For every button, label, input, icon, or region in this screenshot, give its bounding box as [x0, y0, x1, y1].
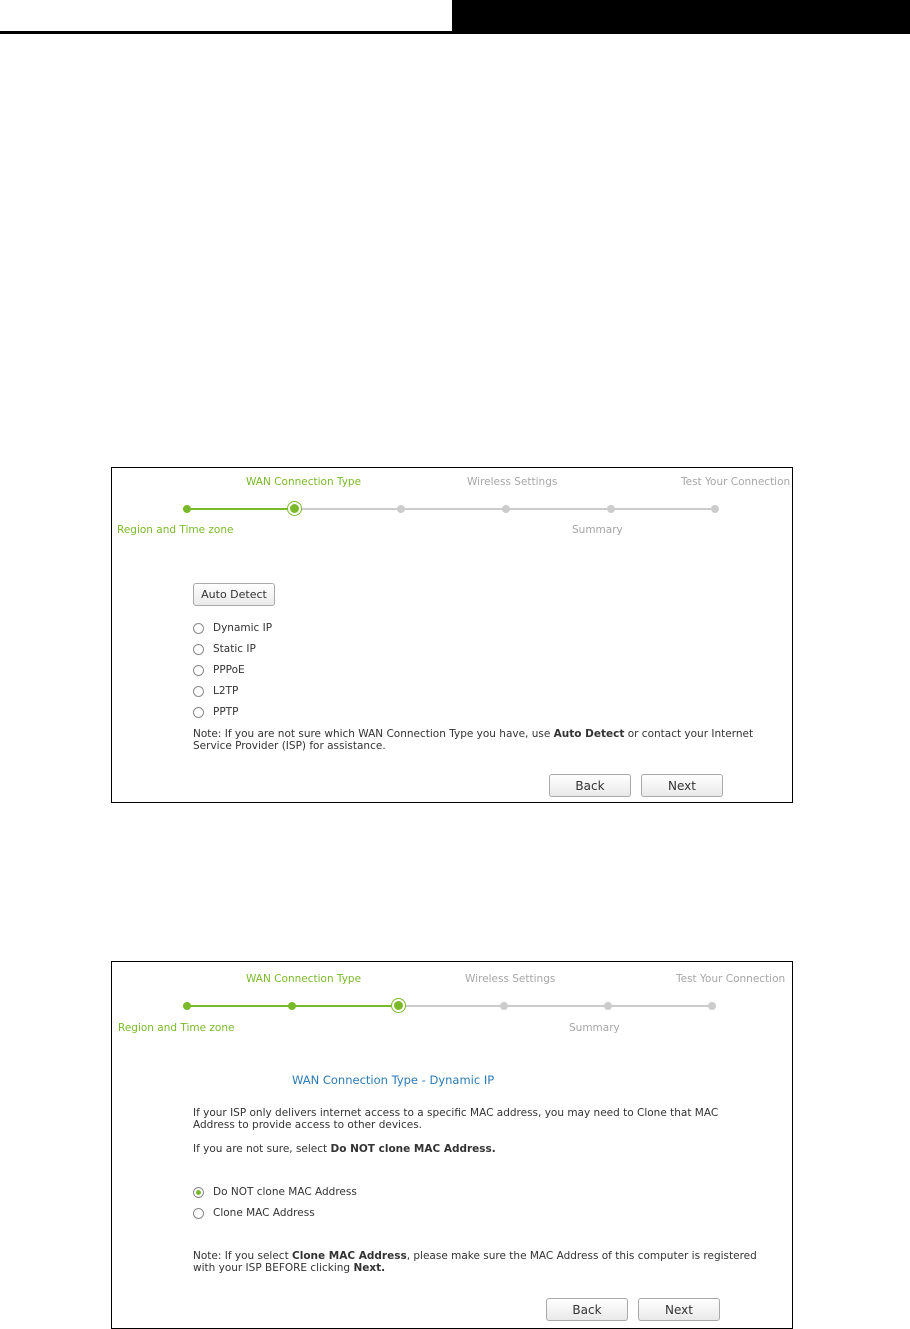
- clone-mac-note: [193, 1250, 788, 1274]
- step-label-wan-connection-type: WAN Connection Type: [246, 476, 362, 488]
- back-button[interactable]: Back: [549, 774, 631, 797]
- note-text: Note: If you are not sure which WAN Connection Type you have, use: [193, 728, 554, 740]
- radio-static-ip[interactable]: [193, 644, 204, 655]
- step-dot-test: [711, 505, 719, 513]
- note-text: Service Provider (ISP) for assistance.: [193, 740, 386, 752]
- step-dot-summary: [604, 1002, 612, 1010]
- dynamic-ip-panel: [111, 961, 793, 1329]
- clone-mac-explanation: [193, 1107, 783, 1131]
- step-dot-dynamic-ip-current: [392, 999, 405, 1012]
- step-label-region-time-zone: Region and Time zone: [118, 1022, 235, 1034]
- option-label: Static IP: [213, 643, 256, 655]
- note-bold-auto-detect: Auto Detect: [553, 728, 625, 740]
- wan-connection-type-panel: [111, 467, 793, 803]
- option-label: Clone MAC Address: [213, 1207, 315, 1219]
- step-label-wireless-settings: Wireless Settings: [465, 973, 556, 985]
- option-label: PPTP: [213, 706, 239, 718]
- step-label-region-time-zone: Region and Time zone: [117, 524, 234, 536]
- radio-l2tp[interactable]: [193, 686, 204, 697]
- option-dynamic-ip[interactable]: [193, 622, 272, 634]
- step-label-summary: Summary: [569, 1022, 620, 1034]
- radio-pptp[interactable]: [193, 707, 204, 718]
- radio-pppoe[interactable]: [193, 665, 204, 676]
- option-static-ip[interactable]: [193, 643, 256, 655]
- step-dot-wan: [288, 1002, 296, 1010]
- progress-track-filled: [187, 508, 294, 510]
- step-dot-test: [708, 1002, 716, 1010]
- note-text: with your ISP BEFORE clicking: [193, 1262, 354, 1274]
- step-dot-wireless: [502, 505, 510, 513]
- option-label: Do NOT clone MAC Address: [213, 1186, 357, 1198]
- section-title: WAN Connection Type - Dynamic IP: [292, 1073, 495, 1087]
- step-dot-3: [397, 505, 405, 513]
- option-pppoe[interactable]: [193, 664, 245, 676]
- step-dot-summary: [607, 505, 615, 513]
- next-button[interactable]: Next: [638, 1298, 720, 1321]
- option-clone-mac[interactable]: [193, 1207, 315, 1219]
- back-button[interactable]: Back: [546, 1298, 628, 1321]
- step-dot-wan-current: [288, 502, 301, 515]
- option-label: Dynamic IP: [213, 622, 273, 634]
- radio-clone-mac[interactable]: [193, 1208, 204, 1219]
- step-label-test-connection: Test Your Connection: [676, 973, 786, 985]
- option-l2tp[interactable]: [193, 685, 238, 697]
- step-dot-region: [183, 1002, 191, 1010]
- step-dot-region: [183, 505, 191, 513]
- paragraph-text: If you are not sure, select: [193, 1143, 331, 1155]
- note-text: Note: If you select: [193, 1250, 293, 1262]
- option-label: PPPoE: [213, 664, 245, 676]
- step-label-test-connection: Test Your Connection: [681, 476, 791, 488]
- step-label-wireless-settings: Wireless Settings: [467, 476, 558, 488]
- wan-type-note: [193, 728, 783, 752]
- auto-detect-button[interactable]: Auto Detect: [193, 583, 275, 606]
- note-bold-clone-mac: Clone MAC Address: [292, 1250, 407, 1262]
- clone-mac-recommendation: [193, 1143, 783, 1155]
- paragraph-text: Address to provide access to other devices.: [193, 1119, 423, 1131]
- option-pptp[interactable]: [193, 706, 238, 718]
- step-label-summary: Summary: [572, 524, 623, 536]
- note-text: , please make sure the MAC Address of this computer is registered: [406, 1250, 757, 1262]
- option-label: L2TP: [213, 685, 239, 697]
- option-do-not-clone-mac[interactable]: [193, 1186, 357, 1198]
- step-dot-wireless: [500, 1002, 508, 1010]
- header-black-bar: [452, 0, 910, 34]
- recommendation-bold: Do NOT clone MAC Address.: [330, 1143, 496, 1155]
- paragraph-text: If your ISP only delivers internet access to a specific MAC address, you may need to Clone that MAC: [193, 1107, 719, 1119]
- note-bold-next: Next.: [353, 1262, 386, 1274]
- header-rule: [0, 31, 452, 34]
- note-text: or contact your Internet: [624, 728, 754, 740]
- radio-dynamic-ip[interactable]: [193, 623, 204, 634]
- step-label-wan-connection-type: WAN Connection Type: [246, 973, 362, 985]
- radio-do-not-clone-mac[interactable]: [193, 1187, 204, 1198]
- next-button[interactable]: Next: [641, 774, 723, 797]
